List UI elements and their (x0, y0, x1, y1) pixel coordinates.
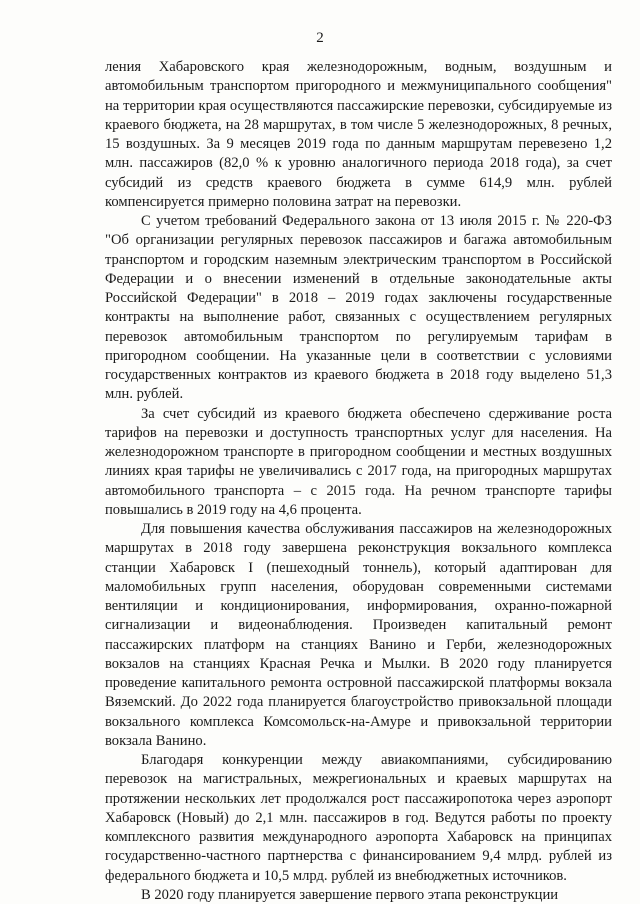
paragraph-railway-stations: Для повышения качества обслуживания пассажиров на железнодорожных маршрутах в 2018 году завершена реконструкция вокзального комплекса станции Хабаровск I (пешеходный тоннель), который адаптирован для маломобильных групп населения, оборудован современными системами вентиляции и кондиционирования, информирования, охранно-пожарной сигнализации и видеонаблюдения. Произведен капитальный ремонт пассажирских платформ на станциях Ванино и Герби, железнодорожных вокзалов на станциях Красная Речка и Мылки. В 2020 году планируется проведение капитального ремонта островной пассажирской платформы вокзала Вяземский. До 2022 года планируется благоустройство привокзальной площади вокзального комплекса Комсомольск-на-Амуре и привокзальной территории вокзала Ванино. (105, 521, 612, 749)
paragraph-airport: Благодаря конкуренции между авиакомпаниями, субсидированию перевозок на магистральных, межрегиональных и краевых маршрутах на протяжении нескольких лет продолжался рост пассажиропотока через аэропорт Хабаровск (Новый) до 2,1 млн. пассажиров в год. Ведутся работы по проекту комплексного развития международного аэропорта Хабаровск на принципах государственно-частного партнерства с финансированием 9,4 млрд. рублей из федерального бюджета и 10,5 млрд. рублей из внебюджетных источников. (105, 752, 612, 884)
paragraph-reconstruction: В 2020 году планируется завершение первого этапа реконструкции (141, 886, 559, 903)
paragraph-passenger-routes: ления Хабаровского края железнодорожным, водным, воздушным и автомобильным транспортом пригородного и межмуниципального сообщения" на территории края осуществляются пассажирские перевозки, субсидируемые из краевого бюджета, на 28 маршрутах, в том числе 5 железнодорожных, 8 речных, 15 воздушных. За 9 месяцев 2019 года по данным маршрутам перевезено 1,2 млн. пассажиров (82,0 % к уровню аналогичного периода 2018 года), за счет субсидий из средств краевого бюджета в сумме 614,9 млн. рублей компенсируется примерно половина затрат на перевозки. (105, 59, 612, 210)
paragraph-tariffs: За счет субсидий из краевого бюджета обеспечено сдерживание роста тарифов на перевозки и доступность транспортных услуг для населения. На железнодорожном транспорте в пригородном сообщении и местных воздушных линиях края тарифы не увеличивались с 2017 года, на пригородных маршрутах автомобильного транспорта – с 2015 года. На речном транспорте тарифы повышались в 2019 году на 4,6 процента. (105, 405, 612, 518)
paragraph-federal-law: С учетом требований Федерального закона от 13 июля 2015 г. № 220-ФЗ "Об организации регулярных перевозок пассажиров и багажа автомобильным транспортом и городским наземным электрическим транспортом в Российской Федерации и о внесении изменений в отдельные законодательные акты Российской Федерации" в 2018 – 2019 годах заключены государственные контракты на выполнение работ, связанных с осуществлением регулярных перевозок автомобильным транспортом по регулируемым тарифам в пригородном сообщении. На указанные цели в соответствии с условиями государственных контрактов из краевого бюджета в 2018 году выделено 51,3 млн. рублей. (105, 213, 612, 403)
document-body (105, 58, 612, 905)
page-number: 2 (316, 30, 324, 46)
